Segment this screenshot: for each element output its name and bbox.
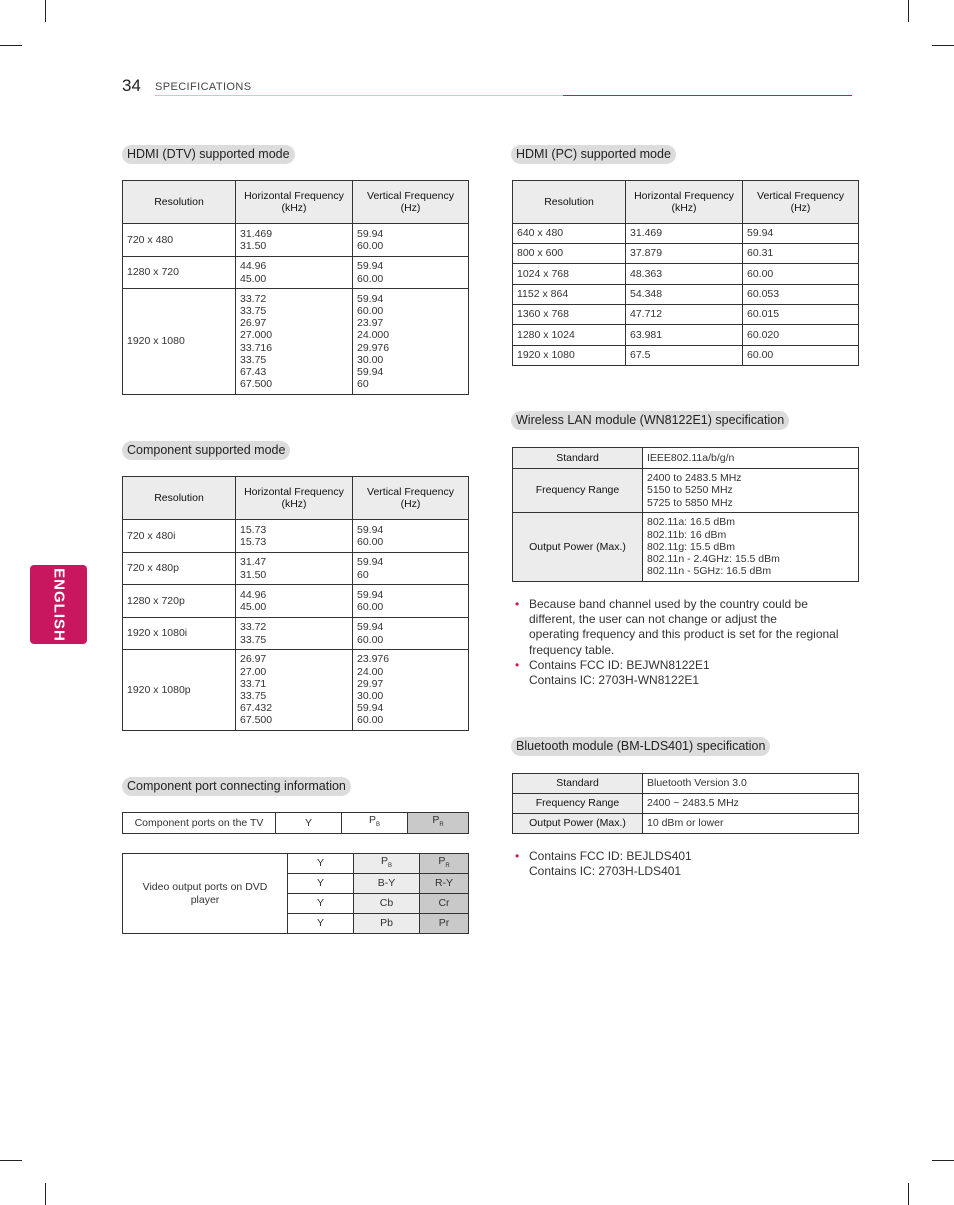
note-text: Contains FCC ID: BEJWN8122E1 Contains IC: 2703H-WN8122E1 bbox=[529, 657, 710, 688]
bluetooth-spec-table bbox=[512, 773, 859, 834]
v-freq-cell: 60.053 bbox=[743, 285, 859, 305]
spec-value: Bluetooth Version 3.0 bbox=[643, 774, 859, 794]
note-text: Contains FCC ID: BEJLDS401 Contains IC: 2703H-LDS401 bbox=[529, 849, 692, 879]
v-freq-cell: 59.94 60 bbox=[353, 553, 469, 585]
spec-label: Output Power (Max.) bbox=[513, 513, 643, 582]
hdmi-dtv-heading: HDMI (DTV) supported mode bbox=[122, 145, 295, 164]
resolution-cell: 1024 x 768 bbox=[513, 264, 626, 285]
h-freq-cell: 63.981 bbox=[626, 325, 743, 346]
port-cell: Y bbox=[288, 894, 354, 914]
spec-value: 10 dBm or lower bbox=[643, 814, 859, 834]
port-cell: Cr bbox=[420, 894, 469, 914]
resolution-cell: 720 x 480 bbox=[123, 224, 236, 257]
table-row bbox=[513, 285, 859, 305]
h-freq-cell: 37.879 bbox=[626, 244, 743, 264]
component-mode-heading: Component supported mode bbox=[122, 441, 290, 460]
v-freq-cell: 60.00 bbox=[743, 264, 859, 285]
tv-ports-label: Component ports on the TV bbox=[123, 813, 276, 834]
spec-label: Output Power (Max.) bbox=[513, 814, 643, 834]
h-freq-cell: 47.712 bbox=[626, 305, 743, 325]
port-cell bbox=[420, 854, 469, 874]
port-cell bbox=[276, 813, 342, 834]
table-row bbox=[123, 618, 469, 650]
h-freq-cell: 26.97 27.00 33.71 33.75 67.432 67.500 bbox=[236, 650, 353, 731]
resolution-cell: 800 x 600 bbox=[513, 244, 626, 264]
crop-mark bbox=[908, 0, 909, 22]
resolution-cell: 1920 x 1080i bbox=[123, 618, 236, 650]
v-freq-cell: 60.00 bbox=[743, 346, 859, 366]
table-row bbox=[513, 325, 859, 346]
wlan-heading: Wireless LAN module (WN8122E1) specification bbox=[511, 411, 789, 430]
port-cell bbox=[354, 854, 420, 874]
port-subscript: B bbox=[376, 822, 381, 829]
resolution-cell: 1920 x 1080 bbox=[123, 289, 236, 395]
table-header-cell: Horizontal Frequency (kHz) bbox=[626, 181, 743, 224]
list-item bbox=[512, 658, 858, 688]
port-cell: Pr bbox=[420, 914, 469, 934]
list-item bbox=[512, 597, 858, 658]
resolution-cell: 1280 x 1024 bbox=[513, 325, 626, 346]
resolution-cell: 720 x 480p bbox=[123, 553, 236, 585]
resolution-cell: 640 x 480 bbox=[513, 224, 626, 244]
port-label: P bbox=[438, 854, 446, 867]
table-header-cell: Horizontal Frequency (kHz) bbox=[236, 477, 353, 520]
dvd-ports-label: Video output ports on DVD player bbox=[123, 854, 288, 934]
spec-value: 802.11a: 16.5 dBm 802.11b: 16 dBm 802.11g: 15.5 dBm 802.11n - 2.4GHz: 15.5 dBm 802.11n - 5GHz: 16.5 dBm bbox=[643, 513, 859, 582]
table-row bbox=[123, 585, 469, 618]
table-row bbox=[513, 814, 859, 834]
spec-value: IEEE802.11a/b/g/n bbox=[643, 448, 859, 469]
crop-mark bbox=[0, 45, 22, 46]
port-cell bbox=[342, 813, 408, 834]
wlan-notes bbox=[512, 597, 858, 688]
v-freq-cell: 59.94 60.00 bbox=[353, 585, 469, 618]
resolution-cell: 1360 x 768 bbox=[513, 305, 626, 325]
crop-mark bbox=[932, 1160, 954, 1161]
v-freq-cell: 59.94 60.00 bbox=[353, 224, 469, 257]
hdmi-pc-heading: HDMI (PC) supported mode bbox=[511, 145, 676, 164]
table-row bbox=[513, 469, 859, 513]
port-cell bbox=[408, 813, 469, 834]
hdmi-dtv-table bbox=[122, 180, 469, 395]
port-subscript: R bbox=[445, 862, 450, 869]
port-subscript: R bbox=[439, 822, 444, 829]
v-freq-cell: 60.015 bbox=[743, 305, 859, 325]
table-header-cell: Vertical Frequency (Hz) bbox=[353, 477, 469, 520]
spec-label: Frequency Range bbox=[513, 469, 643, 513]
v-freq-cell: 59.94 60.00 23.97 24.000 29.976 30.00 59.94 60 bbox=[353, 289, 469, 395]
table-row bbox=[513, 794, 859, 814]
resolution-cell: 720 x 480i bbox=[123, 520, 236, 553]
table-row bbox=[123, 854, 469, 874]
v-freq-cell: 23.976 24.00 29.97 30.00 59.94 60.00 bbox=[353, 650, 469, 731]
table-row bbox=[513, 774, 859, 794]
bluetooth-notes bbox=[512, 849, 858, 879]
table-header-row bbox=[123, 181, 469, 224]
table-header-cell: Resolution bbox=[123, 477, 236, 520]
dvd-ports-table bbox=[122, 853, 469, 934]
port-cell: Y bbox=[288, 874, 354, 894]
v-freq-cell: 59.94 60.00 bbox=[353, 520, 469, 553]
table-row bbox=[513, 448, 859, 469]
h-freq-cell: 67.5 bbox=[626, 346, 743, 366]
language-tab-label: ENGLISH bbox=[50, 567, 67, 642]
table-row bbox=[513, 224, 859, 244]
h-freq-cell: 44.96 45.00 bbox=[236, 585, 353, 618]
table-row bbox=[513, 244, 859, 264]
crop-mark bbox=[45, 0, 46, 22]
h-freq-cell: 44.96 45.00 bbox=[236, 257, 353, 289]
component-port-heading: Component port connecting information bbox=[122, 777, 351, 796]
spec-value: 2400 to 2483.5 MHz 5150 to 5250 MHz 5725 to 5850 MHz bbox=[643, 469, 859, 513]
table-row bbox=[123, 257, 469, 289]
table-row bbox=[513, 346, 859, 366]
table-row bbox=[123, 813, 469, 834]
v-freq-cell: 60.020 bbox=[743, 325, 859, 346]
port-cell: R-Y bbox=[420, 874, 469, 894]
spec-label: Frequency Range bbox=[513, 794, 643, 814]
port-cell: Cb bbox=[354, 894, 420, 914]
v-freq-cell: 59.94 bbox=[743, 224, 859, 244]
table-header-cell: Resolution bbox=[513, 181, 626, 224]
spec-value: 2400 ~ 2483.5 MHz bbox=[643, 794, 859, 814]
port-label: Y bbox=[304, 816, 312, 829]
resolution-cell: 1920 x 1080 bbox=[513, 346, 626, 366]
resolution-cell: 1280 x 720 bbox=[123, 257, 236, 289]
h-freq-cell: 54.348 bbox=[626, 285, 743, 305]
note-text: Because band channel used by the country could be different, the user can not change or adjust the operating frequency and this product is set for the regional frequency table. bbox=[529, 597, 839, 657]
spec-label: Standard bbox=[513, 774, 643, 794]
bluetooth-heading: Bluetooth module (BM-LDS401) specification bbox=[511, 737, 770, 756]
component-mode-table bbox=[122, 476, 469, 731]
v-freq-cell: 60.31 bbox=[743, 244, 859, 264]
port-cell: B-Y bbox=[354, 874, 420, 894]
list-item bbox=[512, 849, 858, 879]
header-divider-accent bbox=[563, 95, 852, 96]
table-row bbox=[513, 305, 859, 325]
h-freq-cell: 31.469 31.50 bbox=[236, 224, 353, 257]
crop-mark bbox=[0, 1160, 22, 1161]
tv-ports-table bbox=[122, 812, 469, 834]
port-label: P bbox=[380, 854, 388, 867]
table-row bbox=[123, 289, 469, 395]
table-row bbox=[123, 650, 469, 731]
port-cell: Pb bbox=[354, 914, 420, 934]
port-subscript: B bbox=[388, 862, 393, 869]
table-row bbox=[513, 513, 859, 582]
h-freq-cell: 31.47 31.50 bbox=[236, 553, 353, 585]
table-header-cell: Horizontal Frequency (kHz) bbox=[236, 181, 353, 224]
port-label: P bbox=[368, 814, 376, 827]
table-row bbox=[513, 264, 859, 285]
h-freq-cell: 15.73 15.73 bbox=[236, 520, 353, 553]
resolution-cell: 1152 x 864 bbox=[513, 285, 626, 305]
h-freq-cell: 31.469 bbox=[626, 224, 743, 244]
section-title: SPECIFICATIONS bbox=[155, 81, 252, 93]
port-label: Y bbox=[316, 857, 324, 870]
h-freq-cell: 33.72 33.75 bbox=[236, 618, 353, 650]
hdmi-pc-table bbox=[512, 180, 859, 366]
wlan-spec-table bbox=[512, 447, 859, 582]
v-freq-cell: 59.94 60.00 bbox=[353, 618, 469, 650]
resolution-cell: 1920 x 1080p bbox=[123, 650, 236, 731]
language-tab bbox=[30, 565, 87, 644]
table-header-cell: Vertical Frequency (Hz) bbox=[743, 181, 859, 224]
h-freq-cell: 33.72 33.75 26.97 27.000 33.716 33.75 67.43 67.500 bbox=[236, 289, 353, 395]
v-freq-cell: 59.94 60.00 bbox=[353, 257, 469, 289]
spec-label: Standard bbox=[513, 448, 643, 469]
table-header-row bbox=[513, 181, 859, 224]
port-cell bbox=[288, 854, 354, 874]
table-header-cell: Vertical Frequency (Hz) bbox=[353, 181, 469, 224]
crop-mark bbox=[908, 1183, 909, 1205]
port-cell: Y bbox=[288, 914, 354, 934]
table-row bbox=[123, 224, 469, 257]
table-header-row bbox=[123, 477, 469, 520]
crop-mark bbox=[932, 45, 954, 46]
port-label: P bbox=[432, 814, 440, 827]
resolution-cell: 1280 x 720p bbox=[123, 585, 236, 618]
crop-mark bbox=[45, 1183, 46, 1205]
table-row bbox=[123, 520, 469, 553]
h-freq-cell: 48.363 bbox=[626, 264, 743, 285]
page-number: 34 bbox=[122, 76, 141, 95]
table-row bbox=[123, 553, 469, 585]
table-header-cell: Resolution bbox=[123, 181, 236, 224]
